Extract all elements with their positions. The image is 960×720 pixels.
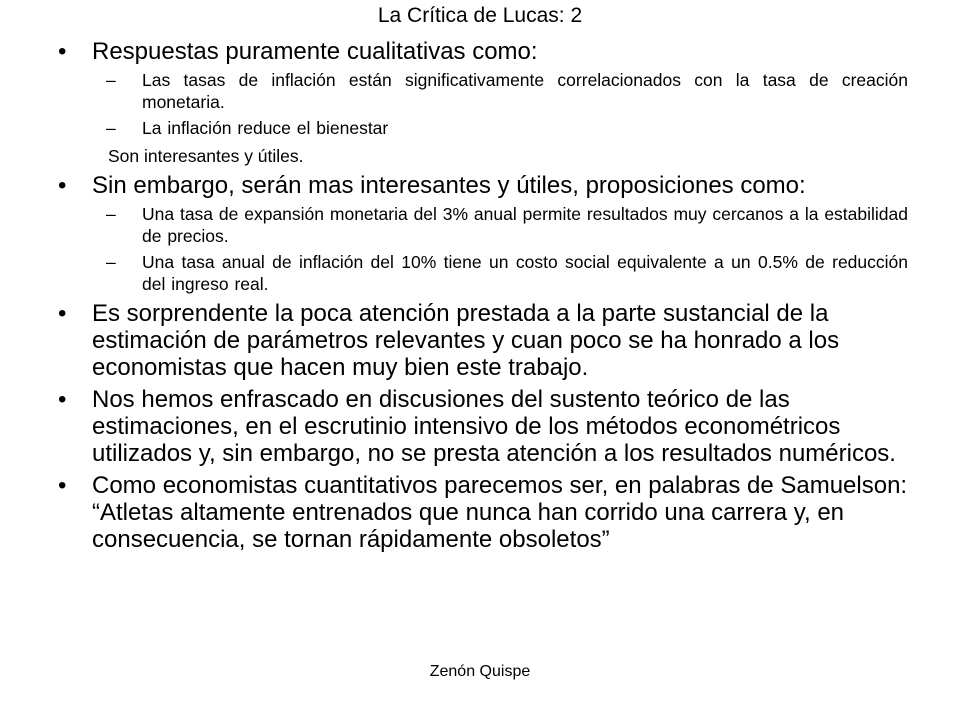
- bullet-item: [56, 172, 908, 199]
- bullet-dot-icon: •: [58, 38, 67, 65]
- sub-bullet-text: La inflación reduce el bienestar: [142, 118, 389, 138]
- bullet-text: Nos hemos enfrascado en discusiones del sustento teórico de las estimaciones, en el escrutinio intensivo de los métodos econométricos utilizados y, sin embargo, no se presta atención a los resultados numéricos.: [92, 386, 896, 467]
- dash-icon: –: [106, 252, 116, 272]
- dash-icon: –: [106, 70, 116, 90]
- bullet-dot-icon: •: [58, 300, 67, 327]
- sub-bullet-item: [56, 117, 908, 139]
- dash-icon: –: [106, 204, 116, 224]
- sub-bullet-text: Una tasa de expansión monetaria del 3% anual permite resultados muy cercanos a la estabilidad de precios.: [142, 204, 908, 246]
- bullet-text: Es sorprendente la poca atención prestada a la parte sustancial de la estimación de parámetros relevantes y cuan poco se ha honrado a los economistas que hacen muy bien este trabajo.: [92, 300, 840, 381]
- sub-bullet-text: Una tasa anual de inflación del 10% tiene un costo social equivalente a un 0.5% de reducción del ingreso real.: [142, 252, 908, 294]
- bullet-item: [56, 38, 908, 65]
- sub-bullet-text: Las tasas de inflación están significativamente correlacionados con la tasa de creación monetaria.: [142, 70, 908, 112]
- slide-body: [56, 34, 908, 553]
- bullet-text: Respuestas puramente cualitativas como:: [92, 38, 538, 65]
- bullet-item: [56, 472, 908, 553]
- bullet-dot-icon: •: [58, 172, 67, 199]
- bullet-dot-icon: •: [58, 386, 67, 413]
- bullet-item: [56, 386, 908, 467]
- slide-title: La Crítica de Lucas: 2: [377, 4, 583, 27]
- sub-bullet-item: [56, 251, 908, 295]
- sub-bullet-item: [56, 69, 908, 113]
- dash-icon: –: [106, 118, 116, 138]
- bullet-dot-icon: •: [58, 472, 67, 499]
- sub-note: Son interesantes y útiles.: [108, 146, 304, 166]
- bullet-text: Sin embargo, serán mas interesantes y útiles, proposiciones como:: [92, 172, 806, 199]
- sub-bullet-item: [56, 203, 908, 247]
- bullet-text: Como economistas cuantitativos parecemos ser, en palabras de Samuelson: “Atletas altamente entrenados que nunca han corrido una carrera y, en consecuencia, se tornan rápidamente obsoletos”: [92, 472, 908, 553]
- bullet-item: [56, 300, 908, 381]
- slide-footer: Zenón Quispe: [429, 663, 531, 680]
